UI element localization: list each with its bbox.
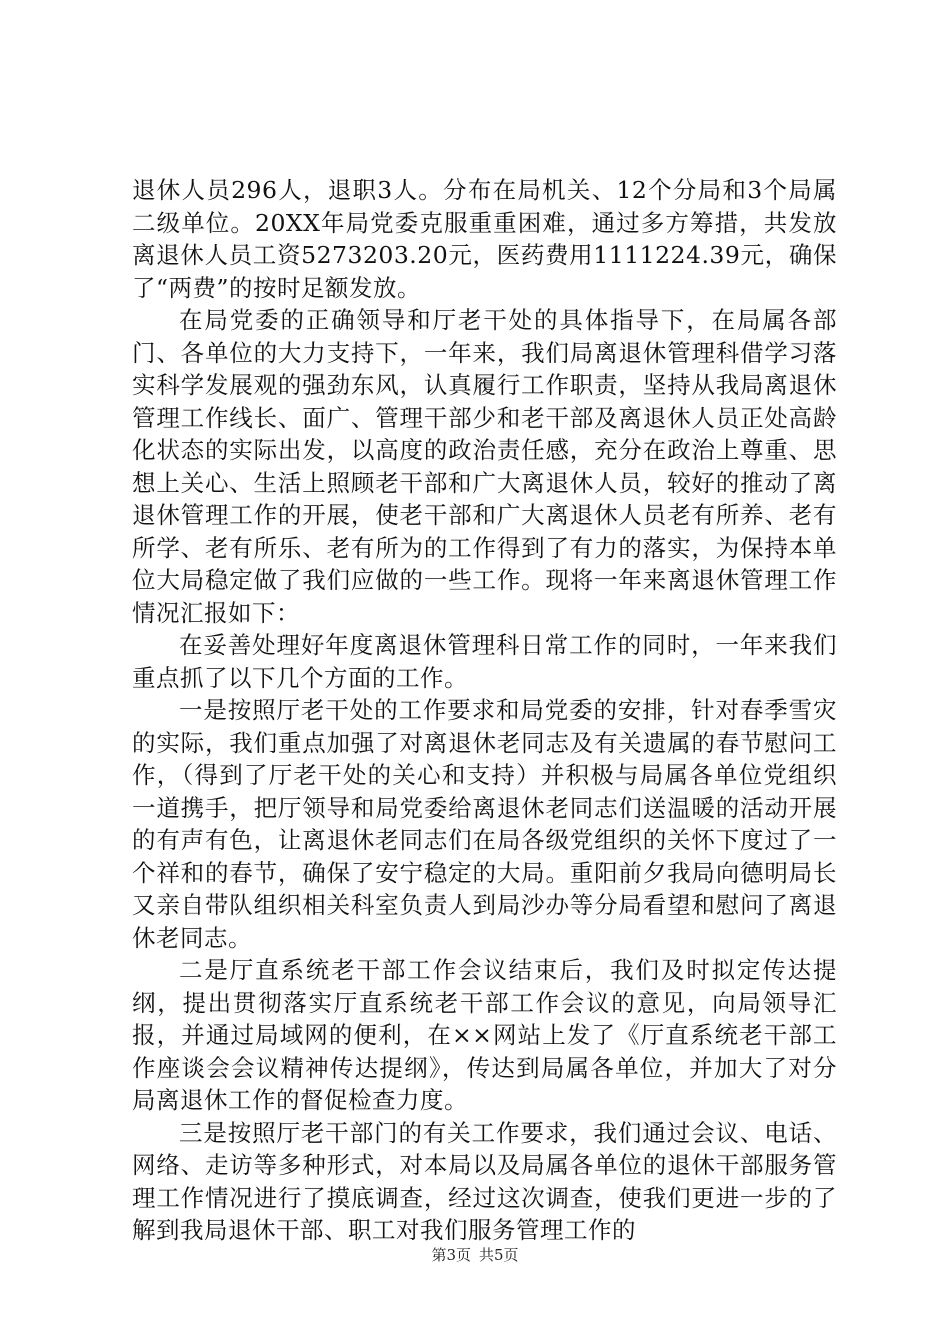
paragraph-item-two: 二是厅直系统老干部工作会议结束后，我们及时拟定传达提纲，提出贯彻落实厅直系统老干部工作会议的意见，向局领导汇报，并通过局域网的便利，在××网站上发了《厅直系统老干部工作座谈会会议精神传达提纲》，传达到局属各单位，并加大了对分局离退休工作的督促检查力度。 — [132, 956, 837, 1114]
page-number: 第3页 — [431, 1246, 471, 1264]
document-body — [132, 174, 837, 1247]
paragraph-intro: 在局党委的正确领导和厅老干处的具体指导下，在局属各部门、各单位的大力支持下，一年来，我们局离退休管理科借学习落实科学发展观的强劲东风，认真履行工作职责，坚持从我局离退休管理工作线长、面广、管理干部少和老干部及离退休人员正处高龄化状态的实际出发，以高度的政治责任感，充分在政治上尊重、思想上关心、生活上照顾老干部和广大离退休人员，较好的推动了离退休管理工作的开展，使老干部和广大离退休人员老有所养、老有所学、老有所乐、老有所为的工作得到了有力的落实，为保持本单位大局稳定做了我们应做的一些工作。现将一年来离退休管理工作情况汇报如下： — [132, 306, 837, 627]
paragraph-continuation: 退休人员296人，退职3人。分布在局机关、12个分局和3个局属二级单位。20XX年局党委克服重重困难，通过多方筹措，共发放离退休人员工资5273203.20元，医药费用1111224.39元，确保了“两费”的按时足额发放。 — [132, 176, 837, 302]
paragraph-overview: 在妥善处理好年度离退休管理科日常工作的同时，一年来我们重点抓了以下几个方面的工作。 — [132, 631, 837, 692]
page-footer — [0, 1244, 950, 1265]
paragraph-item-three: 三是按照厅老干部门的有关工作要求，我们通过会议、电话、网络、走访等多种形式，对本局以及局属各单位的退休干部服务管理工作情况进行了摸底调查，经过这次调查，使我们更进一步的了解到我局退休干部、职工对我们服务管理工作的 — [132, 1118, 837, 1244]
page-total: 共5页 — [479, 1246, 519, 1264]
paragraph-item-one: 一是按照厅老干处的工作要求和局党委的安排，针对春季雪灾的实际，我们重点加强了对离退休老同志及有关遗属的春节慰问工作，（得到了厅老干处的关心和支持）并积极与局属各单位党组织一道携手，把厅领导和局党委给离退休老同志们送温暖的活动开展的有声有色，让离退休老同志们在局各级党组织的关怀下度过了一个祥和的春节，确保了安宁稳定的大局。重阳前夕我局向德明局长又亲自带队组织相关科室负责人到局沙办等分局看望和慰问了离退休老同志。 — [132, 696, 837, 952]
